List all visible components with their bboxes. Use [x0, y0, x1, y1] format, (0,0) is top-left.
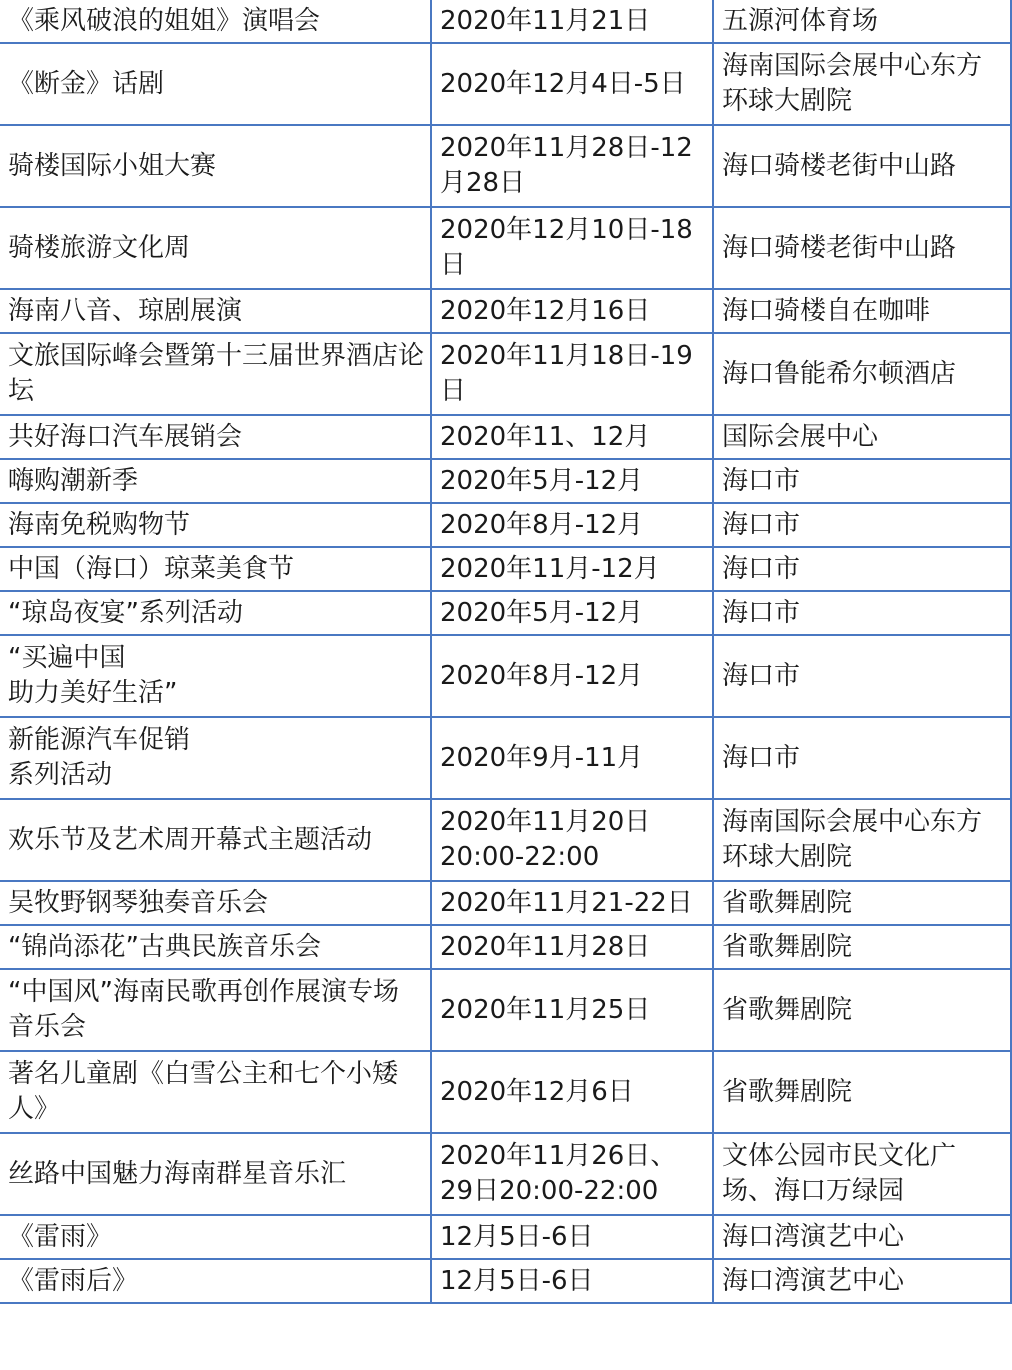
event-venue-cell: 省歌舞剧院 — [713, 969, 1011, 1051]
event-date-cell: 2020年11月18日-19日 — [431, 333, 713, 415]
event-name-cell: 海南免税购物节 — [0, 503, 431, 547]
event-date-cell: 2020年12月6日 — [431, 1051, 713, 1133]
event-name-cell: “中国风”海南民歌再创作展演专场音乐会 — [0, 969, 431, 1051]
event-date-cell: 2020年12月10日-18日 — [431, 207, 713, 289]
event-name-cell: “锦尚添花”古典民族音乐会 — [0, 925, 431, 969]
table-row — [0, 969, 1011, 1051]
table-row — [0, 207, 1011, 289]
event-venue-cell: 海口湾演艺中心 — [713, 1259, 1011, 1303]
event-date-cell: 2020年11月20日 20:00-22:00 — [431, 799, 713, 881]
event-venue-cell: 文体公园市民文化广场、海口万绿园 — [713, 1133, 1011, 1215]
event-name-cell: “买遍中国 助力美好生活” — [0, 635, 431, 717]
event-name-cell: 著名儿童剧《白雪公主和七个小矮人》 — [0, 1051, 431, 1133]
event-venue-cell: 海口骑楼老街中山路 — [713, 125, 1011, 207]
event-name-cell: “琼岛夜宴”系列活动 — [0, 591, 431, 635]
event-venue-cell: 海口市 — [713, 591, 1011, 635]
table-row — [0, 1133, 1011, 1215]
event-name-cell: 嗨购潮新季 — [0, 459, 431, 503]
event-venue-cell: 海口市 — [713, 503, 1011, 547]
event-date-cell: 2020年11月-12月 — [431, 547, 713, 591]
event-venue-cell: 海南国际会展中心东方环球大剧院 — [713, 43, 1011, 125]
event-date-cell: 12月5日-6日 — [431, 1259, 713, 1303]
table-row — [0, 43, 1011, 125]
event-date-cell: 2020年11月21-22日 — [431, 881, 713, 925]
event-date-cell: 2020年11月26日、 29日20:00-22:00 — [431, 1133, 713, 1215]
event-name-cell: 《雷雨后》 — [0, 1259, 431, 1303]
table-row — [0, 415, 1011, 459]
event-name-cell: 丝路中国魅力海南群星音乐汇 — [0, 1133, 431, 1215]
table-row — [0, 717, 1011, 799]
table-row — [0, 925, 1011, 969]
event-venue-cell: 海口湾演艺中心 — [713, 1215, 1011, 1259]
table-row — [0, 1051, 1011, 1133]
table-row — [0, 125, 1011, 207]
event-name-cell: 欢乐节及艺术周开幕式主题活动 — [0, 799, 431, 881]
event-venue-cell: 国际会展中心 — [713, 415, 1011, 459]
event-date-cell: 2020年9月-11月 — [431, 717, 713, 799]
event-venue-cell: 海南国际会展中心东方环球大剧院 — [713, 799, 1011, 881]
event-name-cell: 共好海口汽车展销会 — [0, 415, 431, 459]
event-venue-cell: 省歌舞剧院 — [713, 1051, 1011, 1133]
event-venue-cell: 省歌舞剧院 — [713, 881, 1011, 925]
event-venue-cell: 海口骑楼自在咖啡 — [713, 289, 1011, 333]
event-name-cell: 《雷雨》 — [0, 1215, 431, 1259]
table-row — [0, 881, 1011, 925]
event-name-cell: 骑楼国际小姐大赛 — [0, 125, 431, 207]
table-row — [0, 503, 1011, 547]
table-row — [0, 1259, 1011, 1303]
event-name-cell: 新能源汽车促销 系列活动 — [0, 717, 431, 799]
event-date-cell: 2020年8月-12月 — [431, 503, 713, 547]
event-venue-cell: 海口市 — [713, 547, 1011, 591]
table-row — [0, 333, 1011, 415]
event-name-cell: 文旅国际峰会暨第十三届世界酒店论坛 — [0, 333, 431, 415]
event-venue-cell: 省歌舞剧院 — [713, 925, 1011, 969]
event-date-cell: 2020年11、12月 — [431, 415, 713, 459]
event-venue-cell: 海口鲁能希尔顿酒店 — [713, 333, 1011, 415]
event-name-cell: 骑楼旅游文化周 — [0, 207, 431, 289]
event-venue-cell: 海口市 — [713, 717, 1011, 799]
event-date-cell: 2020年11月21日 — [431, 0, 713, 43]
event-date-cell: 2020年12月16日 — [431, 289, 713, 333]
event-name-cell: 吴牧野钢琴独奏音乐会 — [0, 881, 431, 925]
event-date-cell: 2020年11月25日 — [431, 969, 713, 1051]
table-row — [0, 459, 1011, 503]
event-date-cell: 2020年11月28日 — [431, 925, 713, 969]
event-venue-cell: 海口市 — [713, 459, 1011, 503]
event-date-cell: 2020年8月-12月 — [431, 635, 713, 717]
table-row — [0, 289, 1011, 333]
event-date-cell: 2020年5月-12月 — [431, 591, 713, 635]
event-name-cell: 中国（海口）琼菜美食节 — [0, 547, 431, 591]
event-name-cell: 《断金》话剧 — [0, 43, 431, 125]
event-name-cell: 《乘风破浪的姐姐》演唱会 — [0, 0, 431, 43]
event-venue-cell: 海口市 — [713, 635, 1011, 717]
table-row — [0, 547, 1011, 591]
table-row — [0, 799, 1011, 881]
event-venue-cell: 海口骑楼老街中山路 — [713, 207, 1011, 289]
event-date-cell: 12月5日-6日 — [431, 1215, 713, 1259]
table-row — [0, 0, 1011, 43]
event-date-cell: 2020年11月28日-12月28日 — [431, 125, 713, 207]
event-date-cell: 2020年12月4日-5日 — [431, 43, 713, 125]
event-name-cell: 海南八音、琼剧展演 — [0, 289, 431, 333]
event-venue-cell: 五源河体育场 — [713, 0, 1011, 43]
event-date-cell: 2020年5月-12月 — [431, 459, 713, 503]
table-row — [0, 1215, 1011, 1259]
table-row — [0, 591, 1011, 635]
table-row — [0, 635, 1011, 717]
